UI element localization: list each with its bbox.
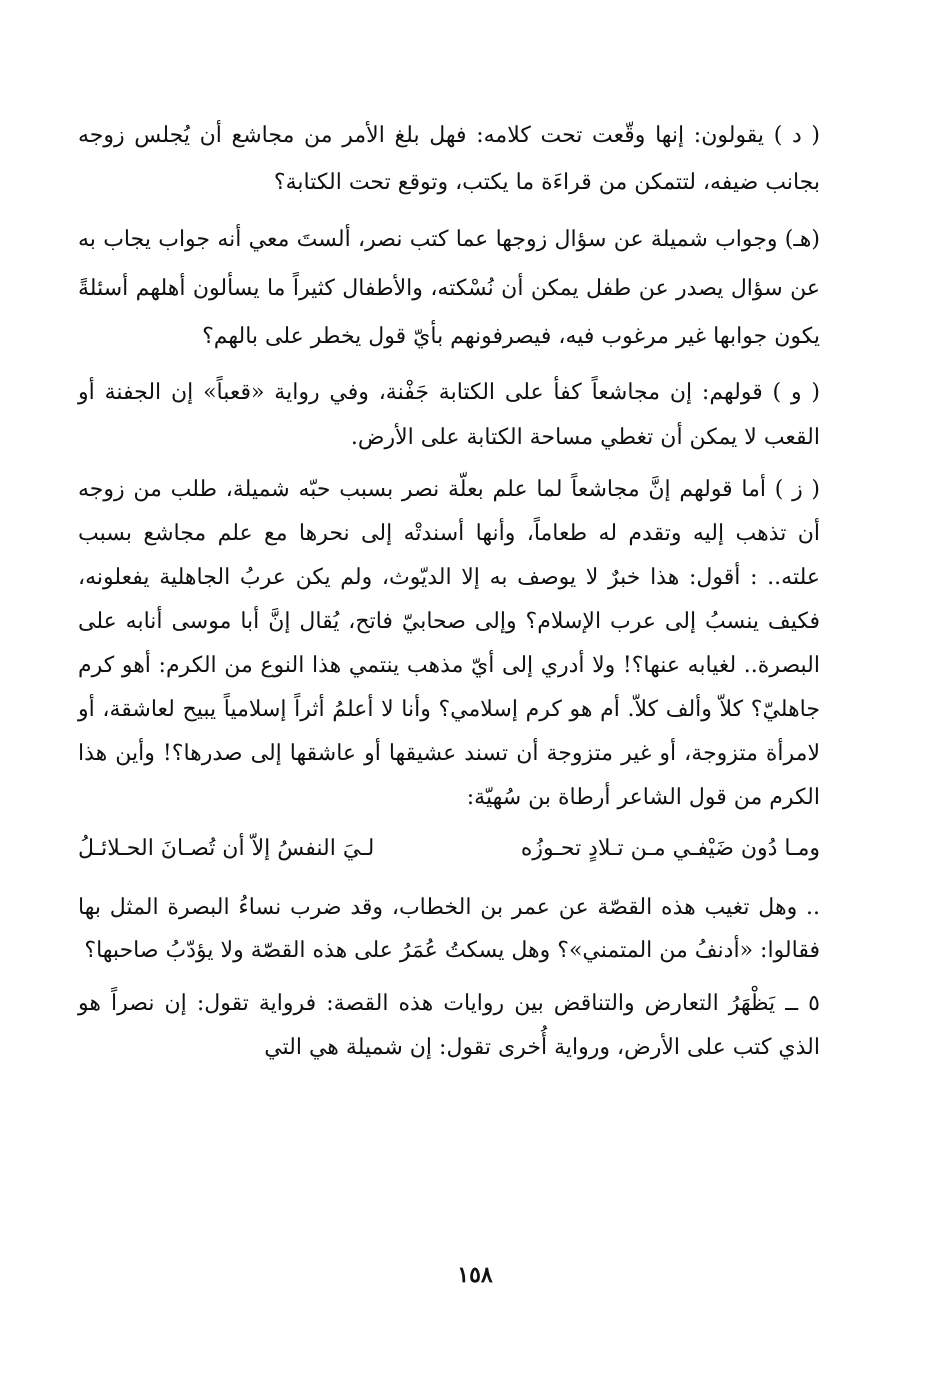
verse-first-hemistich: ومـا دُون ضَيْفـي مـن تـلادٍ تحـوزُه [520, 835, 820, 861]
paragraph-after-verse: .. وهل تغيب هذه القصّة عن عمر بن الخطاب، وقد ضرب نساءُ البصرة المثل بها فقالوا: «أدنفُ من المتمني»؟ وهل يسكتُ عُمَرُ على هذه القصّة ولا يؤدّبُ صاحبها؟ [78, 894, 820, 963]
page-body [78, 112, 820, 1070]
paragraph-h: (هـ) وجواب شميلة عن سؤال زوجها عما كتب نصر، ألستَ معي أنه جواب يجاب به عن سؤال يصدر عن طفل يمكن أن نُسْكته، والأطفال كثيراً ما يسألون أهلهم أسئلةً يكون جوابها غير مرغوب فيه، فيصرفونهم بأيّ قول يخطر على بالهم؟ [78, 227, 820, 349]
paragraph-z: ( ز ) أما قولهم إنَّ مجاشعاً لما علم بعلّة نصر بسبب حبّه شميلة، طلب من زوجه أن تذهب إليه وتقدم له طعاماً، وأنها أسندتْه إلى نحرها مع علم مجاشع بسبب علته.. : أقول: هذا خبرٌ لا يوصف به إلا الديّوث، ولم يكن عربُ الجاهلية يفعلونه، فكيف ينسبُ إلى عرب الإسلام؟ وإلى صحابيّ فاتح، يُقال إنَّ أبا موسى أنابه على البصرة.. لغيابه عنها؟! ولا أدري إلى أيّ مذهب ينتمي هذا النوع من الكرم: أهو كرم جاهليّ؟ كلاّ وألف كلاّ. أم هو كرم إسلامي؟ وأنا لا أعلمُ أثراً إسلامياً يبيح لعاشقة، أو لامرأة متزوجة، أو غير متزوجة أن تسند عشيقها أو عاشقها إلى صدرها؟! وأين هذا الكرم من قول الشاعر أرطاة بن سُهيّة: [78, 476, 820, 810]
page-number: ١٥٨ [457, 1262, 493, 1288]
paragraph-d: ( د ) يقولون: إنها وقّعت تحت كلامه: فهل بلغ الأمر من مجاشع أن يُجلس زوجه بجانب ضيفه، لتتمكن من قراءَة ما يكتب، وتوقع تحت الكتابة؟ [78, 123, 820, 195]
verse-second-hemistich: لـيَ النفسُ إلاّ أن تُصـانَ الحـلائـلُ [78, 835, 375, 861]
paragraph-w: ( و ) قولهم: إن مجاشعاً كفأ على الكتابة جَفْنة، وفي رواية «قعباً» إن الجفنة أو القعب لا يمكن أن تغطي مساحة الكتابة على الأرض. [78, 379, 820, 450]
poetry-verse [78, 828, 820, 870]
paragraph-point-5: ٥ ــ يَظْهَرُ التعارض والتناقض بين روايات هذه القصة: فرواية تقول: إن نصراً هو الذي كتب على الأرض، ورواية أُخرى تقول: إن شميلة هي التي [78, 990, 820, 1060]
